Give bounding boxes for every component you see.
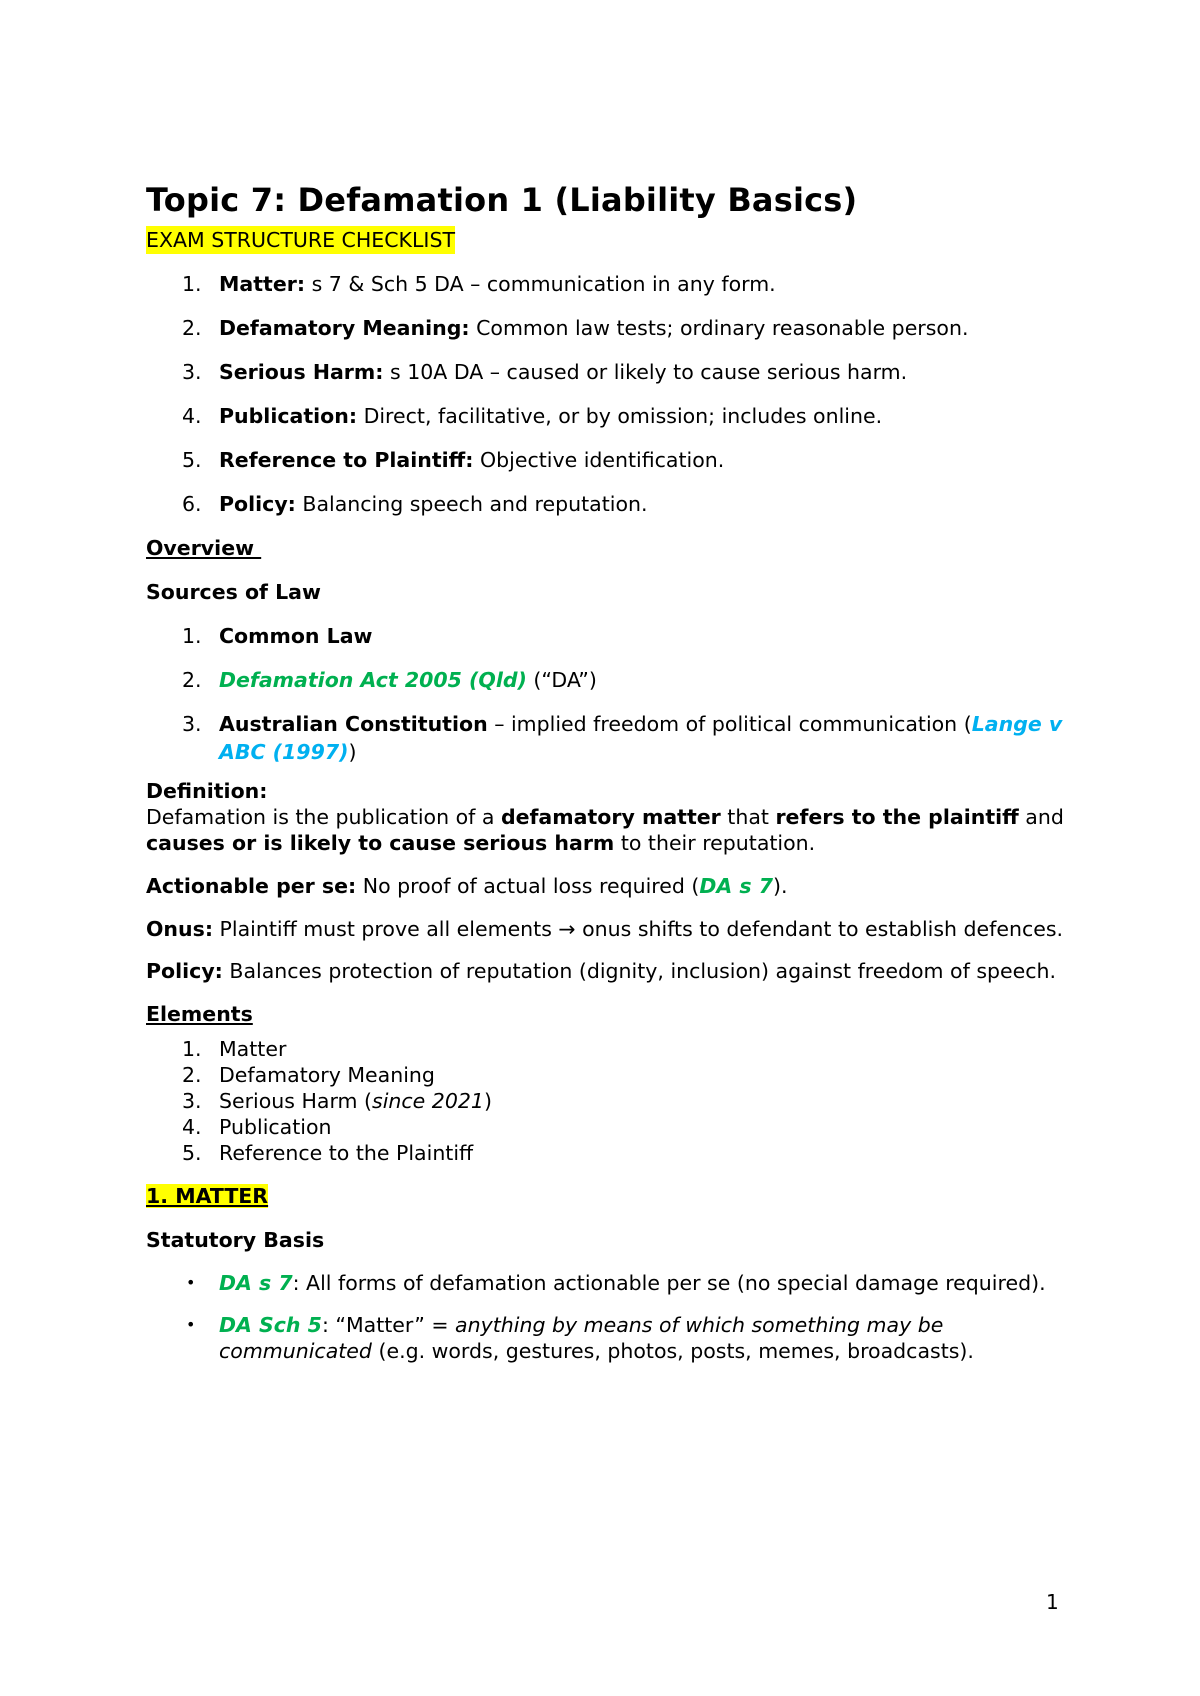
list-item: 4. Publication: Direct, facilitative, or by omission; includes online. [182, 404, 883, 428]
page-title: Topic 7: Defamation 1 (Liability Basics) [146, 181, 858, 219]
list-item: 1. Matter: s 7 & Sch 5 DA – communication in any form. [182, 272, 776, 296]
list-item: 5. Reference to Plaintiff: Objective identification. [182, 448, 725, 472]
page-number: 1 [1046, 1590, 1059, 1614]
checklist-list [146, 270, 1066, 518]
list-item: 3. Serious Harm: s 10A DA – caused or likely to cause serious harm. [182, 360, 908, 384]
bullet-icon: • [186, 1315, 196, 1334]
list-item: 4. Publication [182, 1115, 332, 1139]
elements-heading: Elements [146, 1002, 253, 1026]
policy-paragraph: Policy: Balances protection of reputation (dignity, inclusion) against freedom of speech. [146, 959, 1057, 983]
list-item: 1. Matter [182, 1037, 287, 1061]
case-citation: Lange v ABC (1997) [219, 712, 1063, 764]
statutory-basis-heading: Statutory Basis [146, 1228, 325, 1252]
list-item: 3. Serious Harm (since 2021) [182, 1089, 492, 1113]
list-item: 2. Defamatory Meaning: Common law tests; ordinary reasonable person. [182, 316, 969, 340]
definition-paragraph: Definition: Defamation is the publication of a defamatory matter that refers to the plaintiff and causes or is likely to cause serious harm to their reputation. [146, 779, 1064, 855]
document-page [146, 180, 1066, 1380]
sources-heading: Sources of Law [146, 580, 321, 604]
statute-citation: DA s 7 [699, 874, 774, 898]
checklist-heading: EXAM STRUCTURE CHECKLIST [146, 228, 456, 252]
statute-citation: DA s 7 [219, 1271, 293, 1295]
list-item: 5. Reference to the Plaintiff [182, 1141, 474, 1165]
list-item: 2. Defamation Act 2005 (Qld) (“DA”) [182, 668, 597, 692]
actionable-paragraph: Actionable per se: No proof of actual loss required (DA s 7). [146, 874, 788, 898]
matter-heading: 1. MATTER [146, 1184, 269, 1208]
bullet-icon: • [186, 1273, 196, 1292]
sources-list [146, 622, 1066, 766]
list-item: 3. Australian Constitution – implied freedom of political communication (Lange v ABC (1997)) [182, 712, 1063, 764]
onus-paragraph: Onus: Plaintiff must prove all elements → onus shifts to defendant to establish defences. [146, 917, 1064, 941]
list-item: 2. Defamatory Meaning [182, 1063, 435, 1087]
list-item: 1. Common Law [182, 624, 373, 648]
statute-citation: Defamation Act 2005 (Qld) [219, 668, 527, 692]
definition-label: Definition: [146, 779, 268, 803]
list-item: • DA s 7: All forms of defamation actionable per se (no special damage required). [186, 1271, 1046, 1295]
list-item: • DA Sch 5: “Matter” = anything by means of which something may be communicated (e.g. words, gestures, photos, posts, memes, broadcasts). [186, 1313, 974, 1363]
overview-heading: Overview [146, 536, 262, 560]
list-item: 6. Policy: Balancing speech and reputation. [182, 492, 648, 516]
statute-citation: DA Sch 5 [219, 1313, 322, 1337]
elements-list [146, 1036, 1066, 1166]
matter-bullets [146, 1270, 1066, 1364]
